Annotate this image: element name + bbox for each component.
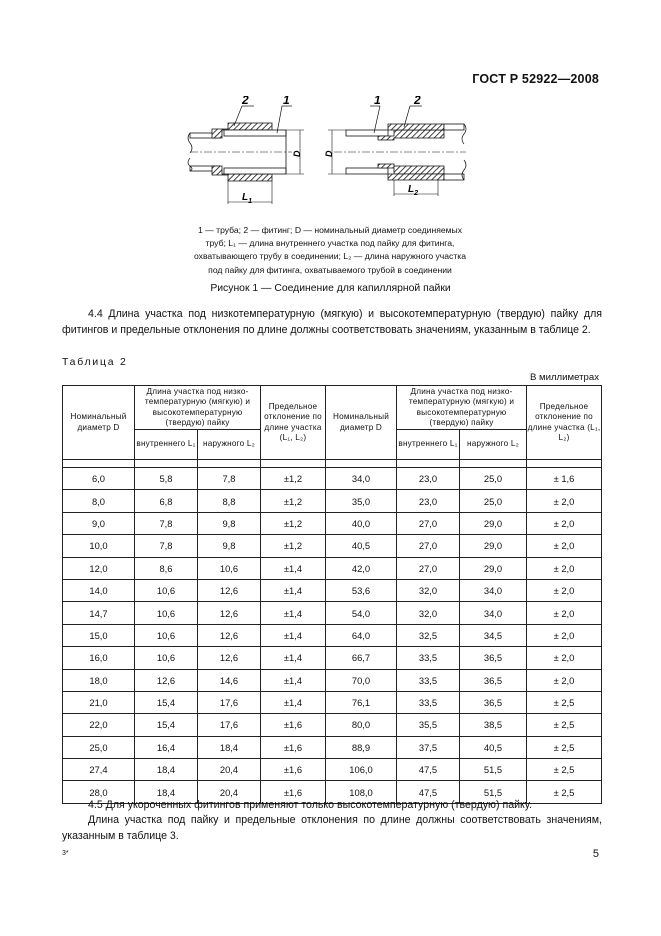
table-cell: 15,0 (63, 624, 135, 646)
table-cell: 18,0 (63, 669, 135, 691)
table-cell: 12,6 (198, 624, 261, 646)
table-cell: 29,0 (460, 557, 527, 579)
figure-legend (150, 224, 510, 277)
table-cell: 34,0 (326, 468, 397, 490)
table-cell: 23,0 (397, 490, 460, 512)
table-row (63, 490, 602, 512)
legend-line: охватывающего трубу в соединении; L₂ — длина наружного участка (193, 251, 467, 262)
table-cell: 36,5 (460, 691, 527, 713)
table-cell: ±1,4 (261, 579, 326, 601)
table-cell: ± 2,0 (527, 579, 602, 601)
table-cell: ± 2,0 (527, 624, 602, 646)
table-row (63, 579, 602, 601)
page-number: 5 (592, 848, 599, 860)
table-cell: 40,5 (326, 535, 397, 557)
header-outer: наружного L₂ (198, 430, 261, 460)
table-row (63, 468, 602, 490)
table-cell: 53,6 (326, 579, 397, 601)
table-cell: 27,4 (63, 759, 135, 781)
right-diameter-label: D (324, 150, 334, 157)
table-cell: 17,6 (198, 714, 261, 736)
table-units: В миллиметрах (529, 372, 599, 383)
paragraph-4-5: 4.5 Для укороченных фитингов применяют только высокотемпературную (твердую) пайку. (88, 799, 532, 811)
figure-caption: Рисунок 1 — Соединение для капиллярной пайки (210, 283, 451, 294)
table-cell: 14,0 (63, 579, 135, 601)
table-cell: 27,0 (397, 512, 460, 534)
table-cell: 12,6 (198, 647, 261, 669)
right-pipe-label: 1 (374, 96, 381, 107)
table-cell: 47,5 (397, 781, 460, 803)
table-cell: ± 2,5 (527, 714, 602, 736)
table-row (63, 624, 602, 646)
table-cell: 17,6 (198, 691, 261, 713)
table-gap-row (63, 460, 602, 468)
table-cell: 15,4 (135, 691, 198, 713)
table-cell: ±1,2 (261, 535, 326, 557)
header-inner: внутреннего L₁ (397, 430, 460, 460)
table-cell: 16,0 (63, 647, 135, 669)
table-cell: 108,0 (326, 781, 397, 803)
table-cell: 9,0 (63, 512, 135, 534)
table-cell: 12,6 (198, 579, 261, 601)
table-cell: 36,5 (460, 647, 527, 669)
table-cell: ± 2,0 (527, 512, 602, 534)
table-cell: 18,4 (198, 736, 261, 758)
table-cell: ±1,2 (261, 512, 326, 534)
header-inner: внутреннего L₁ (135, 430, 198, 460)
table-cell: ±1,4 (261, 691, 326, 713)
table-cell: 28,0 (63, 781, 135, 803)
left-length-label: $L_1$ (242, 192, 253, 205)
table-cell: ± 2,0 (527, 557, 602, 579)
table-cell: ± 2,5 (527, 691, 602, 713)
right-assembly (324, 96, 466, 197)
right-length-label: $L_2$ (408, 184, 419, 197)
table-cell: ± 2,5 (527, 781, 602, 803)
table-cell: 6,8 (135, 490, 198, 512)
right-fitting-label: 2 (414, 96, 421, 107)
table-cell: 5,8 (135, 468, 198, 490)
table-cell: 33,5 (397, 691, 460, 713)
table-cell: ± 2,0 (527, 669, 602, 691)
table-row (63, 557, 602, 579)
table-cell: 32,0 (397, 579, 460, 601)
connection-figure (182, 96, 472, 216)
table-cell: 25,0 (63, 736, 135, 758)
header-nominal-diameter: Номинальный диаметр D (326, 386, 397, 460)
table-cell: ±1,2 (261, 468, 326, 490)
header-deviation: Предельное отклонение по длине участка (L₁, L₂) (261, 386, 326, 460)
left-pipe-label: 1 (283, 96, 290, 107)
table-cell: 47,5 (397, 759, 460, 781)
dimensions-table (62, 385, 602, 804)
table-row (63, 512, 602, 534)
table-cell: 32,5 (397, 624, 460, 646)
table-cell: ± 2,0 (527, 647, 602, 669)
paragraph-4-4: 4.4 Длина участка под низкотемпературную (мягкую) и высокотемпературную (твердую) пайку для фитингов и предельные отклонения по длине должны соответствовать значениям, указанным в таблице 2. (62, 308, 602, 336)
table-row (63, 669, 602, 691)
table-cell: 20,4 (198, 759, 261, 781)
table-cell: 34,0 (460, 579, 527, 601)
table-cell: 27,0 (397, 535, 460, 557)
table-cell: ±1,4 (261, 624, 326, 646)
legend-line: 1 — труба; 2 — фитинг; D — номинальный диаметр соединяемых (197, 225, 463, 235)
table-cell: 36,5 (460, 669, 527, 691)
table-cell: 51,5 (460, 781, 527, 803)
table-cell: ±1,6 (261, 781, 326, 803)
table-cell: 54,0 (326, 602, 397, 624)
table-cell: 12,6 (198, 602, 261, 624)
table-cell: 10,6 (198, 557, 261, 579)
table-cell: ±1,6 (261, 714, 326, 736)
table-cell: 14,7 (63, 602, 135, 624)
table-cell: ±1,4 (261, 669, 326, 691)
table-cell: 35,0 (326, 490, 397, 512)
table-cell: ± 2,5 (527, 736, 602, 758)
table-cell: 10,0 (63, 535, 135, 557)
table-cell: ± 1,6 (527, 468, 602, 490)
table-row (63, 535, 602, 557)
table-cell: 29,0 (460, 512, 527, 534)
paragraph-4-5-continued: Длина участка под пайку и предельные отклонения по длине должны соответствовать значениям, указанным в таблице 3. (62, 814, 602, 842)
table-cell: 35,5 (397, 714, 460, 736)
table-cell: 88,9 (326, 736, 397, 758)
table-cell: ±1,6 (261, 759, 326, 781)
header-deviation: Предельное отклонение по длине участка (L₁, L₂) (527, 386, 602, 460)
table-cell: 34,5 (460, 624, 527, 646)
table-cell: ± 2,0 (527, 490, 602, 512)
table-cell: 15,4 (135, 714, 198, 736)
footer-mark: 3* (62, 850, 69, 857)
table-cell: 10,6 (135, 579, 198, 601)
table-cell: ±1,4 (261, 557, 326, 579)
table-cell: 29,0 (460, 535, 527, 557)
table-cell: 76,1 (326, 691, 397, 713)
table-cell: 33,5 (397, 647, 460, 669)
table-cell: 7,8 (135, 535, 198, 557)
header-length-group: Длина участка под низко-температурную (мягкую) и высокотемпературную (твердую) пайку (135, 386, 261, 430)
table-cell: 12,0 (63, 557, 135, 579)
legend-line: под пайку для фитинга, охватываемого трубой в соединении (208, 264, 452, 275)
table-row (63, 602, 602, 624)
table-cell: 18,4 (135, 759, 198, 781)
table-cell: 21,0 (63, 691, 135, 713)
table-cell: ± 2,5 (527, 759, 602, 781)
table-cell: 7,8 (198, 468, 261, 490)
table-cell: 8,0 (63, 490, 135, 512)
table-cell: 16,4 (135, 736, 198, 758)
table-row (63, 759, 602, 781)
table-cell: 10,6 (135, 602, 198, 624)
table-row (63, 691, 602, 713)
legend-line: труб; L₁ — длина внутреннего участка под пайку для фитинга, (205, 238, 455, 249)
table-cell: 40,5 (460, 736, 527, 758)
table-cell: 9,8 (198, 512, 261, 534)
table-cell: 34,0 (460, 602, 527, 624)
table-cell: 18,4 (135, 781, 198, 803)
table-cell: 8,6 (135, 557, 198, 579)
table-cell: 8,8 (198, 490, 261, 512)
table-cell: 32,0 (397, 602, 460, 624)
table-cell: 38,5 (460, 714, 527, 736)
table-cell: 64,0 (326, 624, 397, 646)
table-cell: 33,5 (397, 669, 460, 691)
table-cell: 70,0 (326, 669, 397, 691)
table-cell: ± 2,0 (527, 602, 602, 624)
header-outer: наружного L₂ (460, 430, 527, 460)
table-cell: 14,6 (198, 669, 261, 691)
left-diameter-label: D (292, 150, 302, 157)
table-cell: 51,5 (460, 759, 527, 781)
table-cell: ±1,2 (261, 490, 326, 512)
table-cell: 66,7 (326, 647, 397, 669)
table-cell: 27,0 (397, 557, 460, 579)
table-cell: 22,0 (63, 714, 135, 736)
table-row (63, 714, 602, 736)
table-cell: 25,0 (460, 468, 527, 490)
table-cell: ±1,4 (261, 647, 326, 669)
table-cell: 20,4 (198, 781, 261, 803)
table-cell: 40,0 (326, 512, 397, 534)
table-row (63, 736, 602, 758)
table-cell: 9,8 (198, 535, 261, 557)
table-cell: 106,0 (326, 759, 397, 781)
table-cell: 7,8 (135, 512, 198, 534)
table-cell: 6,0 (63, 468, 135, 490)
table-cell: 10,6 (135, 647, 198, 669)
left-assembly (188, 96, 304, 205)
table-cell: 37,5 (397, 736, 460, 758)
document-header: ГОСТ Р 52922—2008 (472, 72, 599, 86)
table-cell: ±1,6 (261, 736, 326, 758)
table-cell: 80,0 (326, 714, 397, 736)
table-cell: 23,0 (397, 468, 460, 490)
header-nominal-diameter: Номинальный диаметр D (63, 386, 135, 460)
table-row (63, 647, 602, 669)
table-cell: ±1,4 (261, 602, 326, 624)
table-cell: 25,0 (460, 490, 527, 512)
table-cell: 42,0 (326, 557, 397, 579)
header-length-group: Длина участка под низко-температурную (мягкую) и высокотемпературную (твердую) пайку (397, 386, 527, 430)
table-cell: 12,6 (135, 669, 198, 691)
table-cell: ± 2,0 (527, 535, 602, 557)
table-cell: 10,6 (135, 624, 198, 646)
left-fitting-label: 2 (242, 96, 249, 107)
table-title: Таблица 2 (62, 357, 128, 368)
